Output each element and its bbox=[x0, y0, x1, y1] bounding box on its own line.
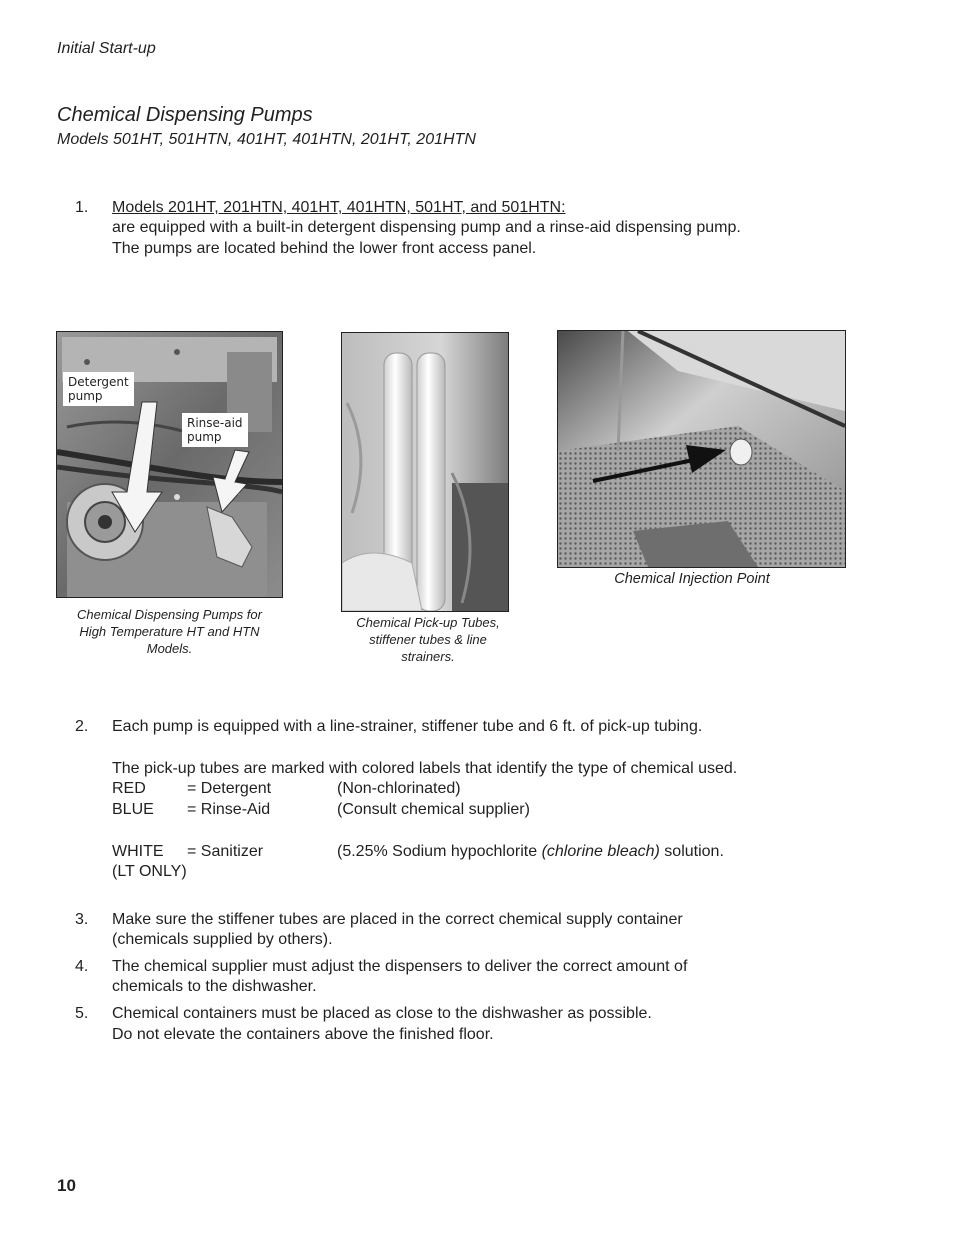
section-header: Initial Start-up bbox=[57, 40, 156, 57]
page-title: Chemical Dispensing Pumps bbox=[57, 104, 313, 126]
injection-point-photo bbox=[557, 330, 846, 568]
blue-color: BLUE bbox=[112, 801, 154, 818]
rinse-aid-pump-label bbox=[182, 413, 248, 447]
detergent-pump-label bbox=[63, 372, 134, 406]
white-note-italic: (chlorine bleach) bbox=[541, 843, 660, 860]
blue-chemical: = Rinse-Aid bbox=[187, 801, 271, 818]
detergent-label-line-1: Detergent bbox=[68, 375, 129, 389]
red-color: RED bbox=[112, 780, 146, 797]
step-5-number: 5. bbox=[75, 1005, 89, 1022]
step-3-line-2: (chemicals supplied by others). bbox=[112, 931, 333, 948]
pumps-photo bbox=[56, 331, 283, 598]
pumps-caption bbox=[56, 606, 283, 657]
white-note-post: solution. bbox=[659, 843, 724, 860]
tubes-photo bbox=[341, 332, 509, 612]
step-5-line-1: Chemical containers must be placed as close to the dishwasher as possible. bbox=[112, 1005, 652, 1022]
pumps-caption-line-1: Chemical Dispensing Pumps for bbox=[77, 607, 262, 622]
white-color: WHITE bbox=[112, 843, 164, 860]
rinse-label-line-1: Rinse-aid bbox=[187, 416, 243, 430]
white-note-pre: (5.25% Sodium hypochlorite bbox=[337, 843, 542, 860]
rinse-label-line-2: pump bbox=[187, 430, 222, 444]
step-1-number: 1. bbox=[75, 199, 89, 216]
step-1-line-2: The pumps are located behind the lower front access panel. bbox=[112, 240, 537, 257]
step-1-heading: Models 201HT, 201HTN, 401HT, 401HTN, 501HT, and 501HTN: bbox=[112, 199, 566, 216]
red-chemical: = Detergent bbox=[187, 780, 272, 797]
step-3-number: 3. bbox=[75, 911, 89, 928]
step-2-line-1: Each pump is equipped with a line-strainer, stiffener tube and 6 ft. of pick-up tubing. bbox=[112, 718, 703, 735]
pumps-caption-line-3: Models. bbox=[146, 641, 193, 656]
injection-point-caption: Chemical Injection Point bbox=[614, 571, 770, 587]
white-chemical: = Sanitizer bbox=[187, 843, 264, 860]
step-4-line-1: The chemical supplier must adjust the dispensers to deliver the correct amount of bbox=[112, 958, 688, 975]
step-2-line-2: The pick-up tubes are marked with colored labels that identify the type of chemical used. bbox=[112, 760, 738, 777]
page-number: 10 bbox=[57, 1176, 76, 1195]
page-subtitle: Models 501HT, 501HTN, 401HT, 401HTN, 201HT, 201HTN bbox=[57, 131, 476, 148]
step-4-line-2: chemicals to the dishwasher. bbox=[112, 978, 317, 995]
white-note bbox=[337, 841, 724, 862]
red-note: (Non-chlorinated) bbox=[337, 780, 461, 797]
tubes-caption-line-2: stiffener tubes & line bbox=[369, 632, 487, 647]
step-2-number: 2. bbox=[75, 718, 89, 735]
step-3-line-1: Make sure the stiffener tubes are placed in the correct chemical supply container bbox=[112, 911, 683, 928]
blue-note: (Consult chemical supplier) bbox=[337, 801, 530, 818]
step-4-number: 4. bbox=[75, 958, 89, 975]
tubes-caption-line-3: strainers. bbox=[401, 649, 455, 664]
detergent-label-line-2: pump bbox=[68, 389, 103, 403]
pumps-caption-line-2: High Temperature HT and HTN bbox=[79, 624, 260, 639]
tubes-caption-line-1: Chemical Pick-up Tubes, bbox=[356, 615, 500, 630]
step-1-line-1: are equipped with a built-in detergent dispensing pump and a rinse-aid dispensing pump. bbox=[112, 219, 741, 236]
white-sub: (LT ONLY) bbox=[112, 863, 187, 880]
step-5-line-2: Do not elevate the containers above the finished floor. bbox=[112, 1026, 494, 1043]
tubes-caption bbox=[341, 614, 515, 665]
